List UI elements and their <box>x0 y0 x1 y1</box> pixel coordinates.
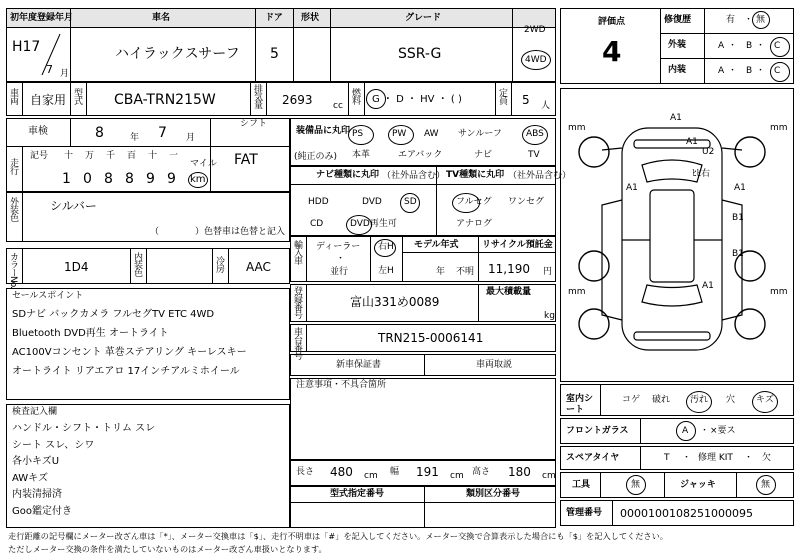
interior-sheet-label: 室内シート <box>566 394 594 415</box>
diagram-code-1: A1 <box>686 137 698 147</box>
mileage-unit-1: 万 <box>85 151 95 161</box>
jack-label: ジャッキ <box>680 480 716 490</box>
equipment-item-0-circle <box>348 125 374 145</box>
interior-grade-a: A <box>718 66 725 76</box>
recycle-value: 11,190 <box>488 262 530 276</box>
exterior-grade-label: 外装 <box>668 40 687 50</box>
length-label: 長さ <box>296 467 315 477</box>
navi-item-0: HDD <box>308 197 329 207</box>
displacement-unit: cc <box>333 101 343 111</box>
interior-grade-label: 内装 <box>668 65 687 75</box>
diagram-code-0: A1 <box>670 113 682 123</box>
plate-value: 富山331め0089 <box>350 295 440 309</box>
door-label: ドア <box>265 13 283 23</box>
usage-row <box>6 82 556 116</box>
mileage-label: 走行 <box>8 158 18 174</box>
exterior-grade-c: C <box>774 41 781 51</box>
inspector-line: AWキズ <box>12 472 48 484</box>
recycle-label: リサイクル預託金 <box>482 240 553 250</box>
exterior-grade-a: A <box>718 41 725 51</box>
shift-label: シフト <box>240 119 268 129</box>
warranty-row <box>290 354 556 376</box>
mileage-digit-0: 1 <box>62 171 71 187</box>
inspector-line: ハンドル・シフト・トリム スレ <box>12 423 156 434</box>
inspector-line: 内装清掃済 <box>12 489 62 500</box>
max-load-label: 最大積載量 <box>486 287 532 297</box>
aircon-label: 冷房 <box>214 256 224 272</box>
exterior-grade-b: B <box>746 41 753 51</box>
diagram-code-8: A1 <box>702 281 714 291</box>
equipment-item-3: サンルーフ <box>458 129 502 139</box>
sheet-item-2: 汚れ <box>690 395 709 405</box>
diagram-code-5: A1 <box>734 183 746 193</box>
category-label: 類別区分番号 <box>466 489 521 499</box>
first-reg-month: 7 <box>46 63 53 76</box>
import-label: 輸入車 <box>292 240 302 264</box>
color-no-label: カラーNo. <box>8 252 18 288</box>
jack-value: 無 <box>761 480 771 490</box>
navi-item-4: DVD再生可 <box>350 219 397 229</box>
diagram-code-4: ﾋﾋ右 <box>692 169 711 179</box>
exterior-grade-sep2: ・ <box>756 41 766 51</box>
car-name: ハイラックスサーフ <box>115 46 240 62</box>
mileage-unit-label: マイル <box>190 159 217 169</box>
mileage-digit-1: 0 <box>83 171 92 187</box>
height-unit: cm <box>542 471 556 481</box>
plate-label: 登録番号 <box>292 286 302 318</box>
mileage-digit-4: 9 <box>146 171 155 187</box>
exterior-grade-c-circle <box>770 37 790 57</box>
navi-item-2: SD <box>404 197 417 207</box>
chassis-label: 車台番号 <box>292 327 302 359</box>
import-dot: ・ <box>336 254 346 264</box>
diagram-code-6: B1 <box>732 213 744 223</box>
aircon-value: AAC <box>246 260 271 274</box>
management-label: 管理番号 <box>566 508 603 518</box>
mileage-digit-5: 9 <box>167 171 176 187</box>
mm-tl: mm <box>568 123 586 133</box>
notes-label: 注意事項・不具合箇所 <box>296 380 387 390</box>
car-outline <box>562 90 792 380</box>
model-label: 型式 <box>72 88 82 104</box>
sales-point-line: SDナビ バックカメラ フルセグTV ETC 4WD <box>12 309 215 320</box>
equipment-item-5: 本革 <box>352 150 371 160</box>
new-car-warranty: 新車保証書 <box>336 360 382 370</box>
repair-yes: 有 <box>726 15 736 25</box>
chassis-value: TRN215-0006141 <box>378 331 484 345</box>
navi-item-3: CD <box>310 219 324 229</box>
interior-grade-sep1: ・ <box>728 66 738 76</box>
grade-label: グレード <box>405 13 442 23</box>
interior-grade-c: C <box>774 66 781 76</box>
door-count: 5 <box>270 46 279 62</box>
navi-label: ナビ種類に丸印 <box>316 170 380 180</box>
exterior-grade-sep1: ・ <box>728 41 738 51</box>
navi-item-2-circle <box>400 193 420 213</box>
inspection-year: 8 <box>95 125 104 141</box>
mm-bl: mm <box>568 287 586 297</box>
notes-block <box>290 378 556 460</box>
sheet-item-2-circle <box>686 391 712 413</box>
equipment-item-4-circle <box>522 125 548 145</box>
sales-points-label: セールスポイント <box>12 291 84 301</box>
windshield-label: フロントガラス <box>566 426 629 436</box>
displacement-value: 2693 <box>282 93 313 107</box>
inspector-line: Goo鑑定付き <box>12 505 72 517</box>
spare-dot2: ・ <box>744 453 754 463</box>
equipment-item-1-circle <box>388 125 414 145</box>
mileage-unit: km <box>190 174 206 185</box>
inspector-line: シート スレ、シワ <box>12 439 95 451</box>
shift-value: FAT <box>234 152 258 168</box>
displacement-label: 排気量 <box>252 84 262 108</box>
sales-point-line: AC100Vコンセント 革巻ステアリング キーレスキー <box>12 347 247 358</box>
sheet-item-4: キズ <box>756 395 774 405</box>
equipment-item-1: PW <box>392 129 407 139</box>
inspection-month: 7 <box>158 125 167 141</box>
mileage-digit-2: 8 <box>104 171 113 187</box>
interior-color-label: 内装色 <box>132 252 142 276</box>
sheet-item-1: 破れ <box>652 395 671 405</box>
footer-line-1: 走行距離の記号欄にメーター改ざん車は「*」、メーター交換車は「$」、走行不明車は「#」を記入してください。メーター交換で合算表示した場合にも「$」を記入してください。 <box>8 531 668 541</box>
tv-item-0: フルセグ <box>456 197 492 207</box>
windshield-x: ×要ス <box>710 426 736 436</box>
interior-grade-c-circle <box>770 62 790 82</box>
tv-label: TV種類に丸印 <box>446 170 505 180</box>
windshield-dot: ・ <box>700 426 710 436</box>
equipment-item-0: PS <box>352 129 364 139</box>
footer-line-2: ただしメーター交換の条件を満たしていないものはメーター改ざん車扱いとなります。 <box>8 544 327 554</box>
tv-item-1: ワンセグ <box>508 197 545 207</box>
model-year-label: モデル年式 <box>414 240 459 250</box>
navi-sub: （社外品含む） <box>382 171 446 181</box>
capacity-label: 定員 <box>497 88 507 104</box>
import-parallel: 並行 <box>330 267 349 277</box>
equipment-item-7: ナビ <box>474 150 493 160</box>
grade-value: SSR-G <box>398 46 442 62</box>
inspector-line: 各小キズU <box>12 456 60 467</box>
interior-grade-b: B <box>746 66 753 76</box>
mileage-unit-3: 百 <box>127 151 137 161</box>
spare-kit: 修理 KIT <box>698 453 733 463</box>
owner-manual: 車両取説 <box>476 360 513 370</box>
handle-right: 右H <box>378 242 394 252</box>
model-year-unit: 年 <box>436 267 446 277</box>
width-value: 191 <box>416 465 439 479</box>
model-value: CBA-TRN215W <box>114 92 216 108</box>
max-load-unit: kg <box>544 311 555 321</box>
mileage-sign-label: 記号 <box>30 151 49 161</box>
mileage-unit-5: 一 <box>169 151 179 161</box>
first-reg-year: H17 <box>12 39 41 55</box>
import-dealer: ディーラー <box>316 242 361 252</box>
diagram-code-7: B1 <box>732 249 744 259</box>
inspection-year-unit: 年 <box>130 133 140 143</box>
navi-item-1: DVD <box>362 197 382 207</box>
capacity-unit: 人 <box>541 101 551 111</box>
score-value: 4 <box>602 35 622 68</box>
mm-tr: mm <box>770 123 788 133</box>
exterior-color-note: （ ）色替車は色替と記入 <box>150 227 286 237</box>
tv-item-0-circle <box>452 193 480 213</box>
tools-value: 無 <box>631 480 641 490</box>
width-label: 幅 <box>390 467 400 477</box>
score-label: 評価点 <box>598 17 626 27</box>
first-reg-month-unit: 月 <box>60 69 70 79</box>
spare-none: 欠 <box>762 453 772 463</box>
tv-sub: （社外品含む） <box>508 171 572 181</box>
equipment-sub: (純正のみ) <box>294 152 338 162</box>
repair-history-label: 修復歴 <box>664 15 692 25</box>
spare-t: T <box>664 453 670 463</box>
model-year-unknown: 不明 <box>456 267 475 277</box>
color-no-value: 1D4 <box>64 260 89 274</box>
sheet-item-0: コゲ <box>622 395 641 405</box>
designation-label: 型式指定番号 <box>330 489 385 499</box>
sheet-item-3: 穴 <box>726 395 736 405</box>
diagram-code-3: A1 <box>626 183 638 193</box>
navi-item-4-circle <box>346 215 372 235</box>
first-reg-label: 初年度登録年月 <box>10 13 74 23</box>
repair-sep: ・ <box>744 15 754 25</box>
exterior-color-value: シルバー <box>50 199 97 213</box>
sales-points-block <box>6 288 290 400</box>
usage-value: 自家用 <box>30 93 67 107</box>
equipment-label: 装備品に丸印 <box>296 126 351 136</box>
fuel-options: G ・ D ・ HV ・ ( ) <box>372 94 462 105</box>
spare-dot1: ・ <box>682 453 692 463</box>
shape-label: 形状 <box>301 13 320 23</box>
length-value: 480 <box>330 465 353 479</box>
recycle-unit: 円 <box>543 267 553 277</box>
capacity-value: 5 <box>522 93 530 107</box>
mileage-unit-0: 十 <box>64 151 74 161</box>
inspector-label: 検査記入欄 <box>12 407 58 417</box>
height-value: 180 <box>508 465 531 479</box>
equipment-item-4: ABS <box>526 129 544 139</box>
drive-2wd: 2WD <box>524 25 546 35</box>
drive-4wd: 4WD <box>525 55 547 65</box>
car-name-label: 車名 <box>152 13 171 23</box>
inspection-month-unit: 月 <box>186 133 196 143</box>
width-unit: cm <box>450 471 464 481</box>
interior-grade-sep2: ・ <box>756 66 766 76</box>
sheet-item-4-circle <box>752 391 778 413</box>
equipment-item-2: AW <box>424 129 439 139</box>
spare-tire-label: スペアタイヤ <box>566 453 620 463</box>
usage-label: 車両 <box>8 88 18 104</box>
equipment-item-8: TV <box>528 150 540 160</box>
repair-no: 無 <box>756 15 766 25</box>
mm-br: mm <box>770 287 788 297</box>
equipment-item-6: エアバック <box>398 150 443 160</box>
windshield-a: A <box>682 426 689 436</box>
management-value: 0000100108251000095 <box>620 507 753 520</box>
mileage-unit-4: 十 <box>148 151 158 161</box>
sales-point-line: オートライト リアエアロ 17インチアルミホイール <box>12 366 240 377</box>
diagram-code-2: U2 <box>702 147 715 157</box>
exterior-color-label: 外装色 <box>8 197 18 221</box>
mileage-digit-3: 8 <box>125 171 134 187</box>
fuel-label: 燃料 <box>350 88 360 104</box>
tools-label: 工具 <box>572 480 591 490</box>
inspection-label: 車検 <box>28 126 48 137</box>
mileage-unit-2: 千 <box>106 151 116 161</box>
height-label: 高さ <box>472 467 491 477</box>
tv-item-2: アナログ <box>456 219 493 229</box>
handle-left: 左H <box>378 266 394 276</box>
length-unit: cm <box>364 471 378 481</box>
sales-point-line: Bluetooth DVD再生 オートライト <box>12 328 169 339</box>
